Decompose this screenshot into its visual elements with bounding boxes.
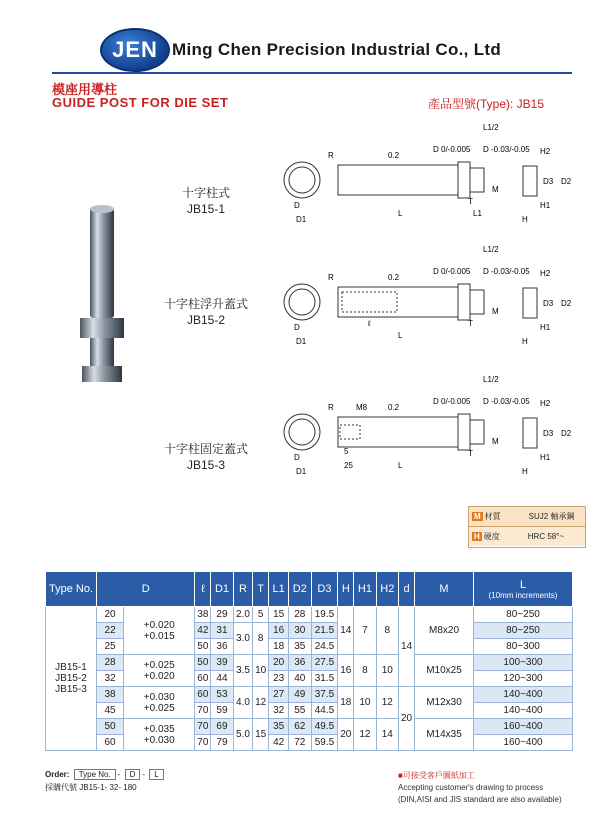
- table-cell: 2.0: [233, 607, 253, 623]
- table-cell: M10x25: [415, 655, 474, 687]
- table-cell: 45: [97, 703, 124, 719]
- table-cell: 36: [211, 639, 233, 655]
- table-row: [46, 687, 573, 703]
- svg-text:0.2: 0.2: [388, 403, 400, 412]
- table-cell: 80~250: [474, 607, 573, 623]
- table-cell: 29: [211, 607, 233, 623]
- table-cell: 15: [269, 607, 289, 623]
- table-cell: 38: [195, 607, 211, 623]
- svg-text:D 0/-0.005: D 0/-0.005: [433, 145, 471, 154]
- notes: ■可接受客戶圖紙加工 Accepting customer's drawing to process (DIN,AISI and JIS standard are also available): [398, 771, 562, 804]
- table-cell: 50: [97, 719, 124, 735]
- svg-text:H2: H2: [540, 147, 551, 156]
- table-cell: 28: [97, 655, 124, 671]
- guide-post-photo: [72, 200, 132, 395]
- table-cell: 27: [269, 687, 289, 703]
- table-cell: 7: [354, 607, 376, 655]
- table-cell: 12: [354, 719, 376, 751]
- table-cell: 140~400: [474, 687, 573, 703]
- svg-text:H: H: [522, 337, 528, 346]
- svg-text:M8: M8: [356, 403, 368, 412]
- table-cell: 42: [269, 735, 289, 751]
- table-cell: 12: [253, 687, 269, 719]
- svg-text:L1/2: L1/2: [483, 123, 499, 132]
- table-cell: 72: [289, 735, 311, 751]
- table-cell: 38: [97, 687, 124, 703]
- svg-text:T: T: [468, 449, 473, 458]
- table-cell: 31: [211, 623, 233, 639]
- variant-1-label: 十字柱式 JB15-1: [181, 186, 230, 216]
- table-cell: 140~400: [474, 703, 573, 719]
- table-cell: 28: [289, 607, 311, 623]
- drawing-jb15-3: [278, 370, 578, 480]
- svg-text:D1: D1: [296, 467, 307, 476]
- svg-text:D 0/-0.005: D 0/-0.005: [433, 267, 471, 276]
- table-cell: 80~250: [474, 623, 573, 639]
- svg-text:H2: H2: [540, 269, 551, 278]
- svg-text:D: D: [294, 323, 300, 332]
- table-cell: 36: [289, 655, 311, 671]
- table-cell: 10: [253, 655, 269, 687]
- table-cell: 5: [253, 607, 269, 623]
- svg-text:L1/2: L1/2: [483, 245, 499, 254]
- svg-text:D: D: [294, 201, 300, 210]
- table-cell: 39: [211, 655, 233, 671]
- table-cell: 18: [269, 639, 289, 655]
- table-cell: 70: [195, 719, 211, 735]
- table-cell: 30: [289, 623, 311, 639]
- table-cell: 62: [289, 719, 311, 735]
- svg-text:H1: H1: [540, 453, 551, 462]
- table-cell: 8: [376, 607, 398, 655]
- svg-text:M: M: [492, 185, 499, 194]
- spec-table: [45, 571, 573, 751]
- table-cell: 59: [211, 703, 233, 719]
- svg-text:ℓ: ℓ: [368, 319, 371, 328]
- variant-2-label: 十字柱浮升蓋式 JB15-2: [163, 297, 248, 327]
- table-cell: 160~400: [474, 735, 573, 751]
- table-cell: 49: [289, 687, 311, 703]
- svg-text:D3: D3: [543, 299, 554, 308]
- svg-text:M: M: [492, 437, 499, 446]
- svg-text:L: L: [398, 331, 403, 340]
- svg-text:H1: H1: [540, 201, 551, 210]
- svg-text:D3: D3: [543, 429, 554, 438]
- table-cell: 22: [97, 623, 124, 639]
- drawing-jb15-1: [278, 118, 578, 228]
- table-cell: 19.5: [311, 607, 338, 623]
- table-cell: 16: [338, 655, 354, 687]
- table-cell: 20: [399, 687, 415, 751]
- table-cell: M12x30: [415, 687, 474, 719]
- table-cell: 14: [399, 607, 415, 687]
- table-header-row: Type No. D ℓ D1 R T L1 D2 D3 H H1 H2 d M L (10mm increments): [46, 572, 573, 607]
- table-cell: 23: [269, 671, 289, 687]
- svg-text:25: 25: [344, 461, 353, 470]
- table-cell: 49.5: [311, 719, 338, 735]
- table-cell: 70: [195, 703, 211, 719]
- svg-text:D -0.03/-0.05: D -0.03/-0.05: [483, 145, 530, 154]
- table-cell: 55: [289, 703, 311, 719]
- table-cell: 20: [269, 655, 289, 671]
- svg-text:D1: D1: [296, 215, 307, 224]
- header-divider: [52, 72, 572, 74]
- table-cell: 37.5: [311, 687, 338, 703]
- table-cell: 59.5: [311, 735, 338, 751]
- table-cell: M8x20: [415, 607, 474, 655]
- table-cell: 60: [97, 735, 124, 751]
- table-row: [46, 655, 573, 671]
- table-cell: 50: [195, 639, 211, 655]
- svg-text:R: R: [328, 273, 334, 282]
- svg-text:D3: D3: [543, 177, 554, 186]
- svg-text:L1/2: L1/2: [483, 375, 499, 384]
- svg-text:0.2: 0.2: [388, 151, 400, 160]
- order-example: 採購代號 JB15-1- 32- 180: [45, 783, 137, 792]
- table-cell: 32: [269, 703, 289, 719]
- table-cell: 120~300: [474, 671, 573, 687]
- table-cell: 12: [376, 687, 398, 719]
- table-cell: 70: [195, 735, 211, 751]
- svg-text:D 0/-0.005: D 0/-0.005: [433, 397, 471, 406]
- table-cell: 27.5: [311, 655, 338, 671]
- table-cell: 3.0: [233, 623, 253, 655]
- table-cell: 21.5: [311, 623, 338, 639]
- svg-text:L: L: [398, 209, 403, 218]
- table-cell: 100~300: [474, 655, 573, 671]
- table-cell: 32: [97, 671, 124, 687]
- order-format: Order: Type No. - D - L: [45, 769, 166, 780]
- svg-text:D -0.03/-0.05: D -0.03/-0.05: [483, 397, 530, 406]
- table-cell: 15: [253, 719, 269, 751]
- product-type: 產品型號(Type): JB15: [428, 97, 545, 111]
- svg-text:H: H: [522, 215, 528, 224]
- drawing-jb15-2: [278, 240, 578, 350]
- svg-text:5: 5: [344, 447, 349, 456]
- svg-text:R: R: [328, 151, 334, 160]
- svg-text:D1: D1: [296, 337, 307, 346]
- table-cell: 69: [211, 719, 233, 735]
- table-cell: 4.0: [233, 687, 253, 719]
- table-cell: 79: [211, 735, 233, 751]
- svg-text:T: T: [468, 197, 473, 206]
- svg-text:D2: D2: [561, 299, 572, 308]
- svg-text:H: H: [522, 467, 528, 476]
- table-cell: 31.5: [311, 671, 338, 687]
- svg-text:H2: H2: [540, 399, 551, 408]
- table-cell: 20: [97, 607, 124, 623]
- table-cell: 53: [211, 687, 233, 703]
- material-box: M 材質 SUJ2 軸承鋼 H 硬度 HRC 58°~: [468, 506, 586, 548]
- svg-text:0.2: 0.2: [388, 273, 400, 282]
- table-cell: 14: [338, 607, 354, 655]
- company-logo: JEN: [100, 28, 170, 72]
- page-title-en: GUIDE POST FOR DIE SET: [52, 95, 229, 110]
- table-cell: 24.5: [311, 639, 338, 655]
- table-cell: 25: [97, 639, 124, 655]
- svg-text:D -0.03/-0.05: D -0.03/-0.05: [483, 267, 530, 276]
- type-no-cell: JB15-1 JB15-2 JB15-3: [46, 607, 97, 751]
- table-cell: +0.020 +0.015: [124, 607, 195, 655]
- table-cell: 40: [289, 671, 311, 687]
- table-cell: 16: [269, 623, 289, 639]
- table-cell: 44: [211, 671, 233, 687]
- svg-text:L: L: [398, 461, 403, 470]
- table-cell: 20: [338, 719, 354, 751]
- table-row: [46, 607, 573, 623]
- table-cell: 80~300: [474, 639, 573, 655]
- table-cell: 35: [269, 719, 289, 735]
- table-cell: 14: [376, 719, 398, 751]
- table-cell: 60: [195, 671, 211, 687]
- table-cell: 10: [376, 655, 398, 687]
- svg-text:D2: D2: [561, 177, 572, 186]
- table-cell: M14x35: [415, 719, 474, 751]
- variant-3-label: 十字柱固定蓋式 JB15-3: [163, 442, 248, 472]
- table-cell: 60: [195, 687, 211, 703]
- page-title-cn: 模座用導柱: [52, 82, 118, 97]
- company-name: Ming Chen Precision Industrial Co., Ltd: [172, 40, 502, 59]
- svg-text:D2: D2: [561, 429, 572, 438]
- svg-text:T: T: [468, 319, 473, 328]
- table-cell: 35: [289, 639, 311, 655]
- table-cell: +0.035 +0.030: [124, 719, 195, 751]
- table-cell: 50: [195, 655, 211, 671]
- svg-text:H1: H1: [540, 323, 551, 332]
- svg-text:D: D: [294, 453, 300, 462]
- svg-text:M: M: [492, 307, 499, 316]
- table-cell: +0.025 +0.020: [124, 655, 195, 687]
- table-row: [46, 719, 573, 735]
- table-cell: 3.5: [233, 655, 253, 687]
- table-cell: 42: [195, 623, 211, 639]
- table-cell: 8: [253, 623, 269, 655]
- svg-text:R: R: [328, 403, 334, 412]
- table-cell: 18: [338, 687, 354, 719]
- table-cell: 10: [354, 687, 376, 719]
- table-cell: +0.030 +0.025: [124, 687, 195, 719]
- table-cell: 44.5: [311, 703, 338, 719]
- table-cell: 160~400: [474, 719, 573, 735]
- svg-text:L1: L1: [473, 209, 482, 218]
- table-cell: 5.0: [233, 719, 253, 751]
- table-cell: 8: [354, 655, 376, 687]
